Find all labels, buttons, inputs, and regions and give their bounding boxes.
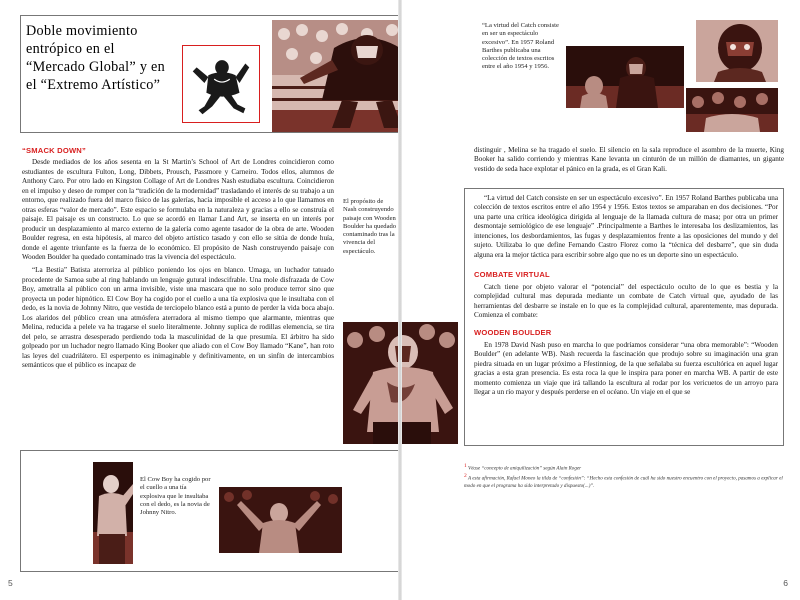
caption-cowboy: El Cow Boy ha cogido por el cuello a una tía explosiva que le insultaba con el dedo, es la novia de Johnny Nitro. — [140, 476, 211, 517]
footnote-2-mark: 2 — [464, 473, 467, 479]
section-heading-smack-down: “SMACK DOWN” — [22, 146, 86, 155]
paragraph-land-art: Desde mediados de los años sesenta en la St Martin’s School of Art de Londres coincidieron como estudiantes de escultura Fulton, Long, Dibbets, Prousch, Passmore y Carneiro. Todos ellos, alumnos de Anthony Caro. Por otro lado en Kingston Collage of Art de Londres Nash estudiaba escultura. Coincidieron en el impulso y deseo de romper con la “tradición de la modernidad” trasladando el interés de su trabajo a un entorno, que realizado fuera del marco físico de las galerías, hacía imposible el acceso a lo que llamamos en otras esferas “valor de mercado”. Este espacio se formulaba en la naturaleza y gracias a ello se construía el paisaje. El paisaje es un constructo. Lo que se acordó en llamar Land Art, se inserta en un interés por producir un desplazamiento al marco externo de la galería como agente tasador de la obra de arte. Wooden Boulder regresa, en esta hipótesis, al marco del objeto artístico tasado y con ello se sitúa de donde huía, donde el agente triunfante es la fuerza de lo económico. El propósito de Nash construyendo paisaje con Wooden Boulder ha quedado contaminado tras la vivencia del espectáculo. — [22, 158, 334, 261]
page-title: Doble movimiento entrópico en el “Mercado Global” y en el “Extremo Artístico” — [26, 23, 166, 93]
footnote-1-text: Véase “concepto de aniquilización” según Alain Roger — [468, 465, 582, 472]
footnote-1-mark: 1 — [464, 463, 467, 469]
footnote-2-text: A esta afirmación, Rafael Moneo la tilda de “confesión”: “Hecho esta confesión de cuál ha sido nuestro encuentro con el proyecto, pasamos a explicar el modo en que el programa ha sido interpretado y dispuesto(...)”. — [464, 475, 783, 490]
wrestling-photo-crowd — [686, 88, 778, 132]
page-number-right: 6 — [783, 578, 788, 588]
paragraph-continuation: distinguir , Melina se ha tragado el suelo. El silencio en la sala reproduce el asombro de la muerte, King Booker ha salido corriendo y mientras Kane levanta un cinturón de un millón de diamantes, un gigante vestido de seda hace explotar el pánico en la grada, es el Gran Kali. — [474, 146, 784, 173]
paragraph-wooden-boulder: En 1978 David Nash puso en marcha lo que podríamos considerar “una obra memorable”: “Wooden Boulder” (en adelante WB). Nash recuerda la fascinación que produjo sobre su imaginación una gran piedra situada en un lugar próximo a Ffestinniog, de la que señalaba su fuerza escultórica en aquel lugar gracias a esta gran presencia. Es esta roca la que le inspira para poner en marcha WB. A partir de este momento comienza un viaje que irá tallando la escultura al rodar por los vericuetos de un arroyo para llegar a un río mayor y después perderse en el océano. Un viaje en el que se — [474, 340, 778, 397]
footnote-2 — [464, 473, 784, 491]
book-spine — [398, 0, 402, 600]
paragraph-barthes: “La virtud del Catch consiste en ser un espectáculo excesivo”. En 1957 Roland Barthes publicaba una colección de textos escritos entre el año 1954 y 1956. Estos textos se amparaban en dos decisiones. “Por una parte una crítica ideológica dirigida al lenguaje de la llamada cultura de masa; por otra un primer desmontaje semiológico de ese lenguaje” .Principalmente a Barthes le interesaba los deslizamientos, las intenciones, los desbordamientos, las fugas y desplazamientos frente a las oposiciones del mundo y del sujeto. Utilizaba lo que define Fernando Castro Florez como la “técnica del desbarre”, que sin duda alguna era la mejor táctica para escribir sobre algo que no es un deporte sino un espectáculo. — [474, 194, 778, 259]
wrestling-photo-masked — [566, 46, 684, 108]
page-number-left: 5 — [8, 578, 13, 588]
right-page — [400, 0, 800, 600]
wrestling-photo-cowboy — [93, 462, 133, 564]
wrestling-photo-face — [696, 20, 778, 82]
right-body-top — [474, 146, 784, 174]
right-body-column — [474, 194, 778, 398]
pictogram-frame — [182, 45, 260, 123]
paragraph-combate: Catch tiene por objeto valorar el “potencial” del espectáculo oculto de lo que es bestia y la complejidad cultural mas depurada mediante un combate de Catch virtual que, ayudado de las herramientas del desbarre se instale en lo que es la complejidad cultural, aparentemente, mas depurada. Comienza el combate: — [474, 282, 778, 319]
footnote-1 — [464, 463, 784, 473]
section-heading-wooden-boulder: WOODEN BOULDER — [474, 328, 552, 338]
paragraph-la-bestia: “La Bestia” Batista aterroriza al público poniendo los ojos en blanco. Umaga, un luchador tatuado procedente de Samoa sube al ring hablando un lenguaje gutural indescifrable. Una mole disfrazada de Cow Boy, ametralla al público con un arma invisible, viste una mascara que no solo produce terror sino que proyecta un poder hipnótico. El Cow Boy ha cogido por el cuello a una tía explosiva que le insultaba con el dedo, es la novia de Johnny Nitro, que vestida de terciopelo blanco está a punto de perder la vida boca abajo. Los alaridos del público crean una atmósfera aterradora al mismo tiempo que alarmante, mientras que Melina, reducida a pelele va ha tragarse el suelo literalmente. Johnny suplica de rodillas elemencia, se tira del pelo, se arrastra desesperado perdiendo toda la masculinidad de la que presumía. El árbitro ha sido golpeado por un luchador negro llamado King Booker que aliado con el Cow Boy llamado “Kane”, han roto las leyes del cuadrilátero. El esperpento es inimaginable y definitivamente, en un sinfín de intercambios semánticos que el público es incapaz de — [22, 266, 334, 369]
left-body-column — [22, 146, 334, 370]
section-heading-combate-virtual: COMBATE VIRTUAL — [474, 270, 550, 280]
wrestler-silhouette-icon — [183, 46, 259, 122]
caption-barthes: “La virtud del Catch consiste en ser un espectáculo excesivo”. En 1957 Roland Barthes publicaba una colección de textos escritos entre el año 1954 y 1956. — [482, 22, 559, 71]
caption-nash: El propósito de Nash construyendo paisaje con Wooden Boulder ha quedado contaminado tras la vivencia del espectáculo. — [343, 198, 397, 255]
wrestling-photo-arms-up — [219, 487, 342, 553]
